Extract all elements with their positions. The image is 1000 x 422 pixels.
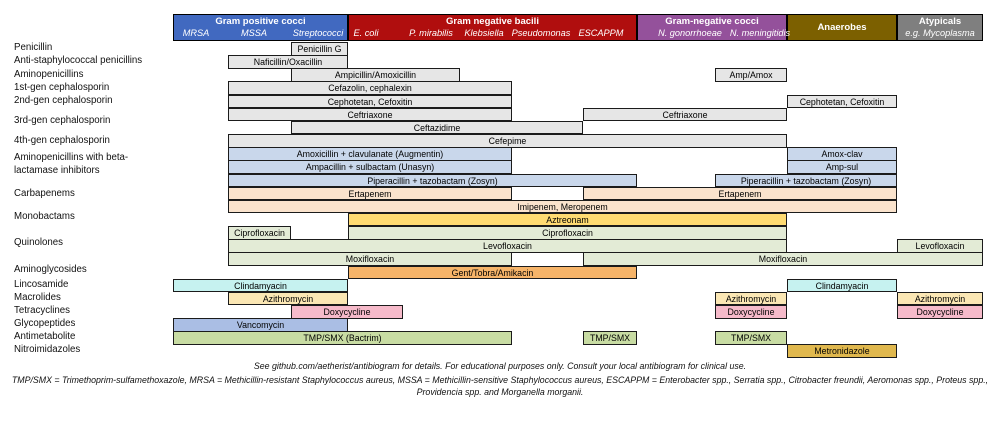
bar-doxycycline: Doxycycline [291,305,403,319]
class-label-tetracyclines: Tetracyclines [14,305,70,316]
bar-ertapenem: Ertapenem [583,187,897,201]
column-label-mssa: MSSA [240,28,268,38]
class-label-lactamase-inhibitors: lactamase inhibitors [14,165,100,176]
bar-tmp-smx-bactrim: TMP/SMX (Bactrim) [173,331,512,345]
class-label-carbapenems: Carbapenems [14,188,75,199]
class-label-antimetabolite: Antimetabolite [14,331,76,342]
column-label-klebsiella: Klebsiella [464,28,504,38]
bar-levofloxacin: Levofloxacin [897,239,983,253]
bar-ceftriaxone: Ceftriaxone [228,108,512,122]
class-label-1st-gen-cephalosporin: 1st-gen cephalosporin [14,82,110,93]
class-label-nitroimidazoles: Nitroimidazoles [14,344,81,355]
bar-ampicillin-amoxicillin: Ampicillin/Amoxicillin [291,68,460,82]
class-label-glycopeptides: Glycopeptides [14,318,76,329]
header-group-label: Anaerobes [817,22,867,33]
class-label-aminopenicillins: Aminopenicillins [14,69,84,80]
bar-clindamyacin: Clindamyacin [173,279,348,293]
bar-piperacillin-tazobactam-zosyn: Piperacillin + tazobactam (Zosyn) [228,174,637,188]
bar-ceftazidime: Ceftazidime [291,121,583,135]
header-group-label: Gram-negative cocci [665,16,759,27]
bar-ciprofloxacin: Ciprofloxacin [228,226,291,240]
class-label-aminoglycosides: Aminoglycosides [14,264,87,275]
column-label-pseudomonas: Pseudomonas [511,28,571,38]
bar-amp-amox: Amp/Amox [715,68,787,82]
bar-moxifloxacin: Moxifloxacin [228,252,512,266]
bar-levofloxacin: Levofloxacin [228,239,787,253]
bar-metronidazole: Metronidazole [787,344,897,358]
class-label-monobactams: Monobactams [14,211,75,222]
bar-amp-sul: Amp-sul [787,160,897,174]
bar-doxycycline: Doxycycline [897,305,983,319]
column-label-e-g-mycoplasma: e.g. Mycoplasma [905,28,975,38]
class-label-quinolones: Quinolones [14,237,64,248]
bar-cephotetan-cefoxitin: Cephotetan, Cefoxitin [228,95,512,109]
class-label-macrolides: Macrolides [14,292,61,303]
footer-disclaimer: See github.com/aetherist/antibiogram for details. For educational purposes only. Consult your local antibiogram for clinical use. [253,361,747,371]
bar-ertapenem: Ertapenem [228,187,512,201]
bar-cephotetan-cefoxitin: Cephotetan, Cefoxitin [787,95,897,109]
class-label-lincosamide: Lincosamide [14,279,69,290]
class-label-penicillin: Penicillin [14,42,53,53]
bar-naficillin-oxacillin: Naficillin/Oxacillin [228,55,348,69]
column-label-n-meningitidis: N. meningitidis [729,28,791,38]
bar-doxycycline: Doxycycline [715,305,787,319]
class-label-3rd-gen-cephalosporin: 3rd-gen cephalosporin [14,115,111,126]
bar-azithromycin: Azithromycin [228,292,348,306]
column-label-mrsa: MRSA [182,28,210,38]
bar-cefepime: Cefepime [228,134,787,148]
bar-piperacillin-tazobactam-zosyn: Piperacillin + tazobactam (Zosyn) [715,174,897,188]
bar-ciprofloxacin: Ciprofloxacin [348,226,787,240]
header-group-label: Atypicals [918,16,962,27]
bar-tmp-smx: TMP/SMX [583,331,637,345]
bar-aztreonam: Aztreonam [348,213,787,227]
class-label-anti-staphylococcal-penicillins: Anti-staphylococcal penicillins [14,55,143,66]
bar-amoxicillin-clavulanate-augmentin: Amoxicillin + clavulanate (Augmentin) [228,147,512,161]
class-label-4th-gen-cephalosporin: 4th-gen cephalosporin [14,135,110,146]
bar-cefazolin-cephalexin: Cefazolin, cephalexin [228,81,512,95]
column-label-escappm: ESCAPPM [578,28,624,38]
class-label-2nd-gen-cephalosporin: 2nd-gen cephalosporin [14,95,113,106]
column-label-p-mirabilis: P. mirabilis [409,28,453,38]
bar-penicillin-g: Penicillin G [291,42,348,56]
bar-gent-tobra-amikacin: Gent/Tobra/Amikacin [348,266,637,280]
header-group-anaerobes [787,14,897,41]
bar-ceftriaxone: Ceftriaxone [583,108,787,122]
column-label-e-coli: E. coli [353,28,379,38]
bar-azithromycin: Azithromycin [897,292,983,306]
column-label-n-gonorrhoeae: N. gonorrhoeae [658,28,722,38]
header-group-label: Gram positive cocci [215,16,306,27]
bar-imipenem-meropenem: Imipenem, Meropenem [228,200,897,214]
bar-tmp-smx: TMP/SMX [715,331,787,345]
column-label-streptococci: Streptococci [292,28,344,38]
header-group-label: Gram negative bacili [446,16,539,27]
bar-vancomycin: Vancomycin [173,318,348,332]
bar-ampacillin-sulbactam-unasyn: Ampacillin + sulbactam (Unasyn) [228,160,512,174]
bar-clindamyacin: Clindamyacin [787,279,897,293]
class-label-aminopenicillins-with-beta: Aminopenicillins with beta- [14,152,129,163]
footer-abbreviations: TMP/SMX = Trimethoprim-sulfamethoxazole, MRSA = Methicillin-resistant Staphylococcus aureus, MSSA = Methicillin-sensitive Staphylococcus aureus, ESCAPPM = Enterobacter spp., Serratia spp., Citrobacter freundii, Aeromonas spp., Proteus spp., Providencia spp. and Morganella morganii. [11,375,989,397]
bar-amox-clav: Amox-clav [787,147,897,161]
bar-moxifloxacin: Moxifloxacin [583,252,983,266]
bar-azithromycin: Azithromycin [715,292,787,306]
